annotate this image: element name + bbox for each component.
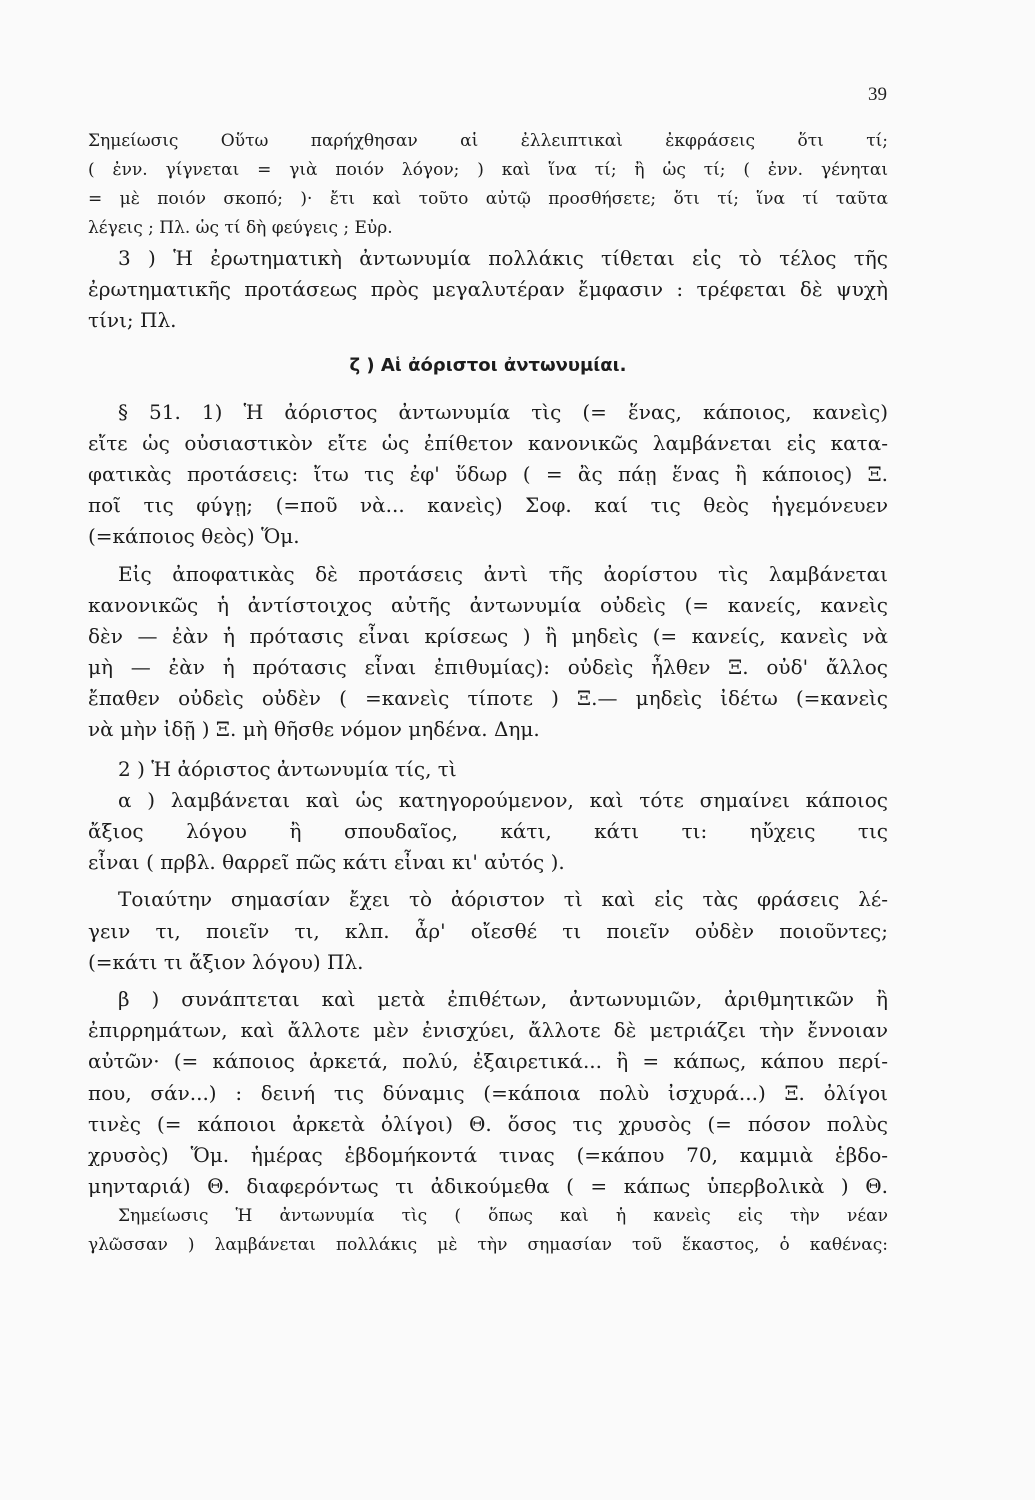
text-line: ἄξιος λόγου ἢ σπουδαῖος, κάτι, κάτι τι: ηὔχεις τις [88,819,888,843]
text-line: γλῶσσαν ) λαμβάνεται πολλάκις μὲ τὴν σημασίαν τοῦ ἕκαστος, ὁ καθένας: [88,1235,888,1256]
text-line: = μὲ ποιόν σκοπό; )· ἔτι καὶ τοῦτο αὐτῷ προσθήσετε; ὅτι τί; ἵνα τί ταῦτα [88,189,888,209]
text-line: (=κάτι τι ἄξιον λόγου) Πλ. [88,949,364,974]
text-line: φατικὰς προτάσεις: ἴτω τις ἐφ' ὕδωρ ( = ἂς πάῃ ἕνας ἢ κάποιος) Ξ. [88,461,888,486]
text-line: ποῖ τις φύγῃ; (=ποῦ νὰ... κανεὶς) Σοφ. καί τις θεὸς ἡγεμόνευεν [88,493,888,518]
text-line: 2 ) Ἡ ἀόριστος ἀντωνυμία τίς, τὶ [118,756,457,781]
text-line: Σημείωσις Οὕτω παρήχθησαν αἱ ἐλλειπτικαὶ ἐκφράσεις ὅτι τί; [88,131,888,151]
page-body [88,127,888,1260]
text-line: αὐτῶν· (= κάποιος ἀρκετά, πολύ, ἐξαιρετικά... ἢ = κάπως, κάπου περί- [88,1049,888,1074]
text-line: εἴτε ὡς οὐσιαστικὸν εἴτε ὡς ἐπίθετον κανονικῶς λαμβάνεται εἰς κατα- [88,430,888,455]
text-line: ἐρωτηματικῆς προτάσεως πρὸς μεγαλυτέραν ἔμφασιν : τρέφεται δὲ ψυχὴ [88,277,888,302]
text-line: εἶναι ( πρβλ. θαρρεῖ πῶς κάτι εἶναι κι' αὐτός ). [88,850,565,875]
text-line: α ) λαμβάνεται καὶ ὡς κατηγορούμενον, καὶ τότε σημαίνει κάποιος [118,787,888,812]
text-line: Εἰς ἀποφατικὰς δὲ προτάσεις ἀντὶ τῆς ἀορίστου τὶς λαμβάνεται [118,561,888,586]
text-line: β ) συνάπτεται καὶ μετὰ ἐπιθέτων, ἀντωνυμιῶν, ἀριθμητικῶν ἢ [118,986,888,1011]
text-line: δὲν — ἐὰν ἡ πρότασις εἶναι κρίσεως ) ἢ μηδεὶς (= κανείς, κανεὶς νὰ [88,623,888,648]
text-line: τινὲς (= κάποιοι ἀρκετὰ ὀλίγοι) Θ. ὅσος τις χρυσὸς (= πόσον πολὺς [88,1111,888,1136]
text-line: μηνταριά) Θ. διαφερόντως τι ἀδικούμεθα ( = κάπως ὑπερβολικὰ ) Θ. [88,1174,888,1199]
text-line: § 51. 1) Ἡ ἀόριστος ἀντωνυμία τὶς (= ἕνας, κάποιος, κανεὶς) [118,399,888,424]
text-line: γειν τι, ποιεῖν τι, κλπ. ἆρ' οἴεσθέ τι ποιεῖν οὐδὲν ποιοῦντες; [88,918,888,943]
text-line: ἔπαθεν οὐδεὶς οὐδὲν ( =κανεὶς τίποτε ) Ξ.— μηδεὶς ἰδέτω (=κανεὶς [88,686,888,711]
text-line: (=κάποιος θεὸς) Ὅμ. [88,524,300,549]
section-heading: ζ ) Αἱ ἀόριστοι ἀντωνυμίαι. [349,354,627,376]
text-line: λέγεις ; Πλ. ὡς τί δὴ φεύγεις ; Εὐρ. [88,218,393,238]
text-line: νὰ μὴν ἰδῇ ) Ξ. μὴ θῆσθε νόμον μηδένα. Δημ. [88,717,540,742]
text-line: μὴ — ἐὰν ἡ πρότασις εἶναι ἐπιθυμίας): οὐδεὶς ἦλθεν Ξ. οὐδ' ἄλλος [88,655,888,680]
text-line: που, σάν...) : δεινή τις δύναμις (=κάποια πολὺ ἰσχυρά...) Ξ. ὀλίγοι [88,1080,888,1105]
text-line: τίνι; Πλ. [88,308,177,333]
text-line: χρυσὸς) Ὅμ. ἡμέρας ἑβδομήκοντά τινας (=κάπου 70, καμμιὰ ἑβδο- [88,1142,888,1167]
text-line: 3 ) Ἡ ἐρωτηματικὴ ἀντωνυμία πολλάκις τίθεται εἰς τὸ τέλος τῆς [118,246,888,270]
text-line: Σημείωσις Ἡ ἀντωνυμία τὶς ( ὅπως καὶ ἡ κανεὶς εἰς τὴν νέαν [118,1206,888,1227]
text-line: κανονικῶς ἡ ἀντίστοιχος αὐτῆς ἀντωνυμία οὐδεὶς (= κανείς, κανεὶς [88,592,888,617]
text-line: ( ἐνν. γίγνεται = γιὰ ποιόν λόγον; ) καὶ ἵνα τί; ἢ ὡς τί; ( ἐνν. γένηται [88,160,888,180]
text-line: ἐπιρρημάτων, καὶ ἄλλοτε μὲν ἐνισχύει, ἄλλοτε δὲ μετριάζει τὴν ἔννοιαν [88,1018,888,1043]
page-number: 39 [868,84,887,105]
text-line: Τοιαύτην σημασίαν ἔχει τὸ ἀόριστον τὶ καὶ εἰς τὰς φράσεις λέ- [118,887,888,912]
